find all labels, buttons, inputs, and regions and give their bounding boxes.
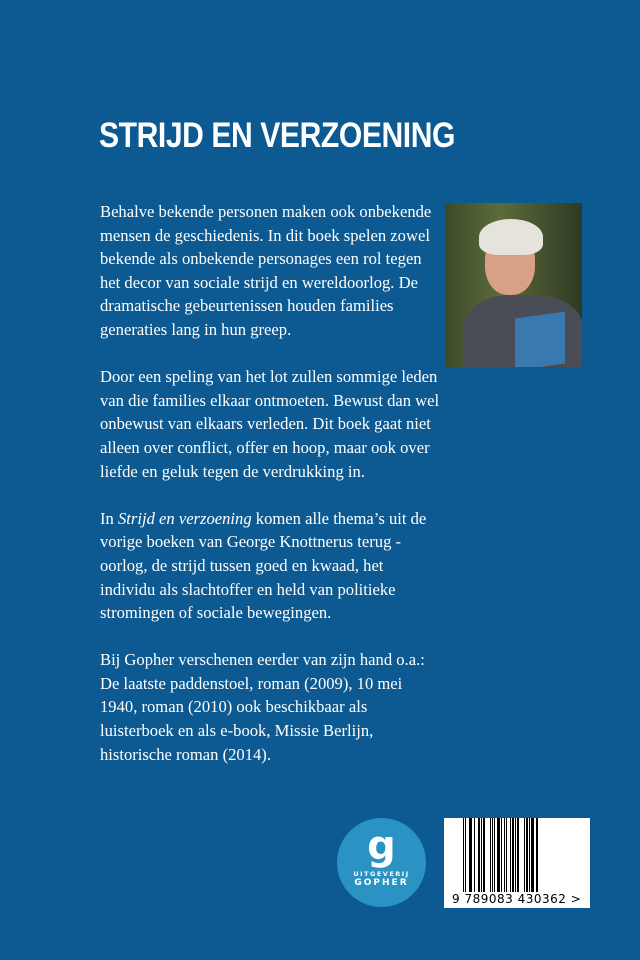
- gopher-g-icon: g: [367, 823, 396, 869]
- paragraph-3: [100, 507, 440, 625]
- italic-title: Strijd en verzoening: [117, 508, 252, 528]
- paragraph-1: Behalve bekende personen maken ook onbekende mensen de geschiedenis. In dit boek spelen zowel bekende als onbekende personages een rol tegen het decor van sociale strijd en wereldoorlog. De dramatische gebeurtenissen houden families generaties lang in hun greep.: [100, 202, 432, 339]
- barcode-bars: [463, 818, 567, 892]
- isbn-number: 9 789083 430362 >: [452, 892, 582, 906]
- barcode-bar: [538, 818, 539, 892]
- author-photo: [445, 203, 582, 367]
- blurb: [100, 200, 440, 790]
- photo-book: [515, 311, 565, 367]
- barcode: [444, 818, 590, 908]
- paragraph-4: Bij Gopher verschenen eerder van zijn hand o.a.: De laatste paddenstoel, roman (2009), 10 mei 1940, roman (2010) ook beschikbaar als luisterboek en als e-book, Missie Berlijn, historische roman (2014).: [100, 650, 425, 764]
- book-title: STRIJD EN VERZOENING: [99, 116, 455, 155]
- publisher-line1: UITGEVERIJ: [353, 870, 410, 878]
- publisher-line2: GOPHER: [354, 878, 409, 888]
- text: komen alle thema’s uit de vorige boeken van George Knottnerus terug - oorlog, de strijd tussen goed en kwaad, het individu als slachtoffer en held van politieke stromingen of sociale bewegingen.: [100, 508, 427, 623]
- photo-hair: [479, 219, 543, 255]
- text: In: [100, 508, 118, 528]
- publisher-logo: [337, 818, 426, 907]
- paragraph-2: Door een speling van het lot zullen sommige leden van die families elkaar ontmoeten. Bewust dan wel onbewust van elkaars verleden. Dit boek gaat niet alleen over conflict, offer en hoop, maar ook over liefde en geluk tegen de verdrukking in.: [100, 367, 440, 481]
